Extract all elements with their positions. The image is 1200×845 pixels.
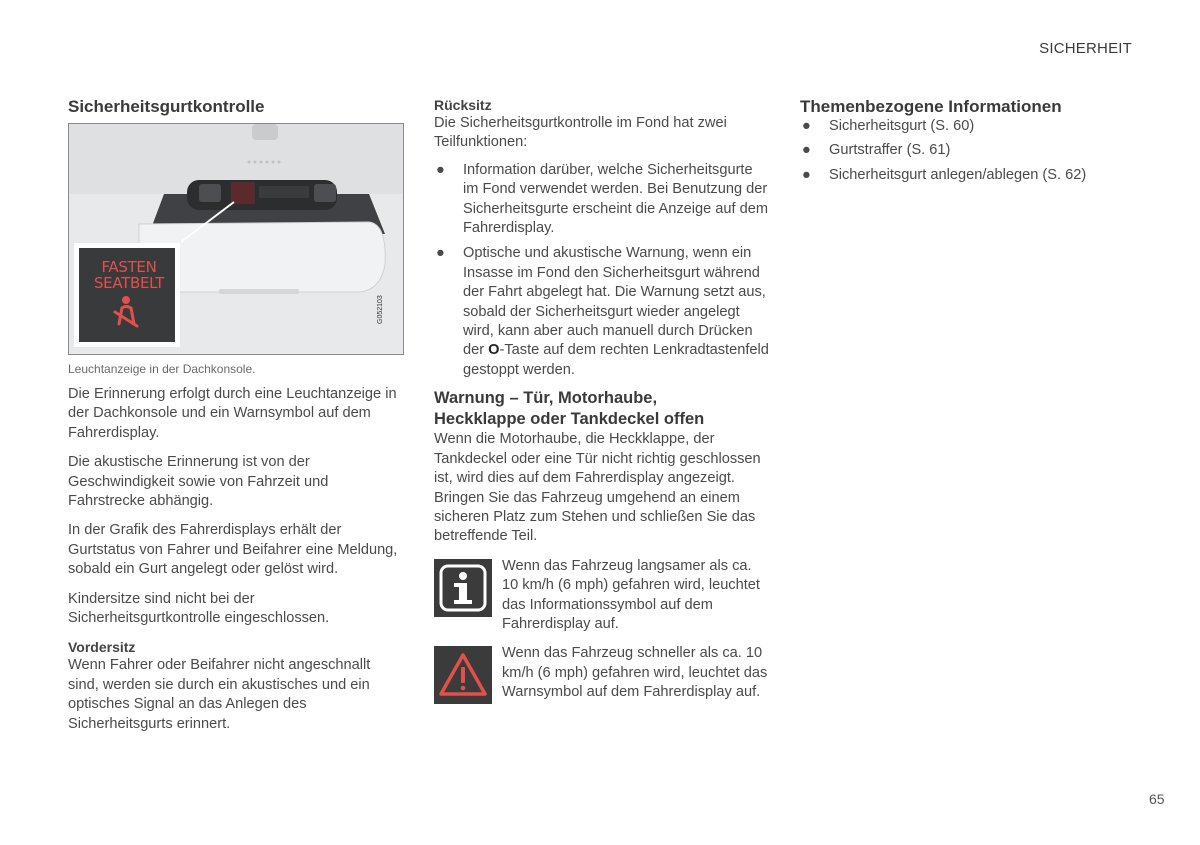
info-note bbox=[434, 557, 769, 635]
warning-text: Wenn die Motorhaube, die Heckklappe, der Tankdeckel oder eine Tür nicht richtig geschlossen ist, wird dies auf dem Fahrerdisplay angezeigt. Bringen Sie das Fahrzeug umgehend an einem sicheren Platz zum Stehen und schließen Sie das betreffende Teil. bbox=[434, 431, 761, 545]
related-link[interactable]: ● Sicherheitsgurt (S. 60) bbox=[800, 117, 1130, 136]
related-link[interactable]: ● Sicherheitsgurt anlegen/ablegen (S. 62) bbox=[800, 166, 1130, 185]
paragraph: Die Erinnerung erfolgt durch eine Leuchtanzeige in der Dachkonsole und ein Warnsymbol auf dem Fahrerdisplay. bbox=[68, 386, 397, 441]
bullet-icon: ● bbox=[802, 118, 811, 134]
figure-roof-console bbox=[68, 123, 404, 355]
warning-note bbox=[434, 644, 769, 704]
rear-seat-intro: Die Sicherheitsgurtkontrolle im Fond hat zwei Teilfunktionen: bbox=[434, 115, 727, 151]
related-link[interactable]: ● Gurtstraffer (S. 61) bbox=[800, 141, 1130, 160]
front-seat-heading: Vordersitz bbox=[68, 639, 136, 656]
column-right bbox=[800, 96, 1130, 190]
list-item: ● Information darüber, welche Sicherheitsgurte im Fond verwendet werden. Bei Benutzung der Sicherheitsgurte erscheint die Anzeige auf dem Fahrerdisplay. bbox=[436, 161, 769, 237]
paragraph: Kindersitze sind nicht bei der Sicherheitsgurtkontrolle eingeschlossen. bbox=[68, 590, 330, 627]
rear-seat-list bbox=[434, 161, 769, 380]
bullet-icon: ● bbox=[802, 142, 811, 159]
warning-triangle-icon bbox=[434, 646, 492, 704]
info-icon bbox=[434, 559, 492, 617]
column-left bbox=[68, 96, 403, 734]
column-middle bbox=[434, 96, 769, 704]
related-info-heading: Themenbezogene Informationen bbox=[800, 97, 1062, 116]
bullet-icon: ● bbox=[436, 161, 445, 178]
paragraph: Die akustische Erinnerung ist von der Geschwindigkeit sowie von Fahrzeit und Fahrstrecke abhängig. bbox=[68, 454, 329, 510]
paragraph: In der Grafik des Fahrerdisplays erhält der Gurtstatus von Fahrer und Beifahrer eine Meldung, sobald ein Gurt angelegt oder gelöst wird. bbox=[68, 522, 398, 578]
bullet-icon: ● bbox=[436, 245, 445, 262]
page-number: 65 bbox=[1149, 791, 1165, 807]
page-title: Sicherheitsgurtkontrolle bbox=[68, 97, 265, 116]
o-key-label: O bbox=[488, 342, 500, 359]
list-item: ● Optische und akustische Warnung, wenn ein Insasse im Fond den Sicherheitsgurt während der Fahrt abgelegt hat. Die Warnung setzt aus, sobald der Sicherheitsgurt wieder angelegt wird, kann aber auch manuell durch Drücken der O-Taste auf dem rechten Lenkradtastenfeld gestoppt werden. bbox=[436, 245, 769, 378]
warning-note-text: Wenn das Fahrzeug schneller als ca. 10 km/h (6 mph) gefahren wird, leuchtet das Warnsymbol auf dem Fahrerdisplay auf. bbox=[502, 645, 768, 701]
bullet-icon: ● bbox=[802, 166, 811, 183]
section-title: SICHERHEIT bbox=[1039, 40, 1132, 57]
info-note-text: Wenn das Fahrzeug langsamer als ca. 10 km/h (6 mph) gefahren wird, leuchtet das Informationssymbol auf dem Fahrerdisplay auf. bbox=[502, 557, 760, 632]
related-links-list bbox=[800, 117, 1130, 185]
figure-caption: Leuchtanzeige in der Dachkonsole. bbox=[68, 362, 256, 376]
rear-seat-heading: Rücksitz bbox=[434, 97, 492, 113]
roof-console-illustration bbox=[69, 124, 403, 354]
fasten-seatbelt-indicator: FASTEN SEATBELT bbox=[93, 258, 165, 292]
front-seat-text: Wenn Fahrer oder Beifahrer nicht angeschnallt sind, werden sie durch ein akustisches und ein optisches Signal an das Anlegen des Sicherheitsgurts erinnert. bbox=[68, 657, 371, 732]
warning-heading: Warnung – Tür, Motorhaube, Heckklappe oder Tankdeckel offen bbox=[434, 389, 705, 429]
figure-code: G052103 bbox=[377, 295, 384, 324]
